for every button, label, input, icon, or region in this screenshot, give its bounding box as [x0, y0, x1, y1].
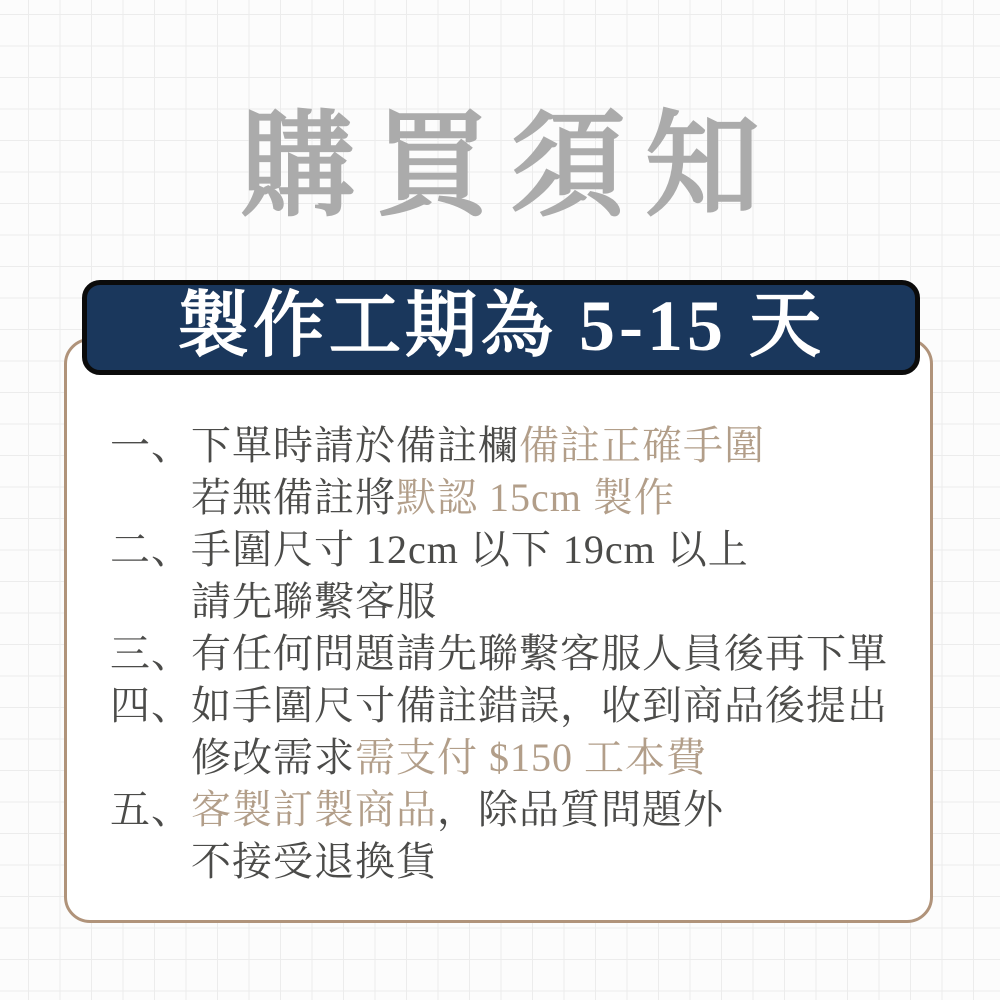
- notice-line-marker: 四、: [110, 682, 192, 728]
- notice-text-segment: 不接受退換貨: [191, 838, 437, 884]
- notice-text-segment: 請先聯繫客服: [191, 578, 437, 624]
- notice-line: [110, 676, 900, 728]
- notice-line-marker: 五、: [110, 786, 192, 832]
- notice-line-marker: 二、: [110, 526, 192, 572]
- notice-text-segment: 手圍尺寸 12cm 以下 19cm 以上: [191, 526, 749, 572]
- notice-list: [110, 416, 900, 884]
- notice-text-segment: 修改需求: [191, 734, 355, 780]
- notice-text-segment: 如手圍尺寸備註錯誤，收到商品後提出: [191, 682, 888, 728]
- notice-text-segment: 備註正確手圍: [519, 422, 765, 468]
- notice-line-marker: 三、: [110, 630, 192, 676]
- notice-line: [110, 572, 900, 624]
- notice-line: [110, 520, 900, 572]
- production-time-banner-text: 製作工期為 5-15 天: [177, 285, 825, 366]
- notice-text-segment: 若無備註將: [191, 474, 396, 520]
- notice-line: [110, 780, 900, 832]
- notice-text-segment: 需支付 $150 工本費: [355, 734, 707, 780]
- notice-line: [110, 416, 900, 468]
- notice-line: [110, 624, 900, 676]
- page-title: 購買須知: [239, 103, 780, 230]
- notice-text-segment: 有任何問題請先聯繫客服人員後再下單: [191, 630, 888, 676]
- notice-line: [110, 728, 900, 780]
- notice-text-segment: ，除品質問題外: [437, 786, 724, 832]
- notice-text-segment: 客製訂製商品: [191, 786, 437, 832]
- notice-text-segment: 下單時請於備註欄: [191, 422, 519, 468]
- notice-line: [110, 832, 900, 884]
- production-time-banner: [82, 280, 920, 375]
- notice-line: [110, 468, 900, 520]
- notice-text-segment: 默認 15cm 製作: [396, 474, 675, 520]
- notice-line-marker: 一、: [110, 422, 192, 468]
